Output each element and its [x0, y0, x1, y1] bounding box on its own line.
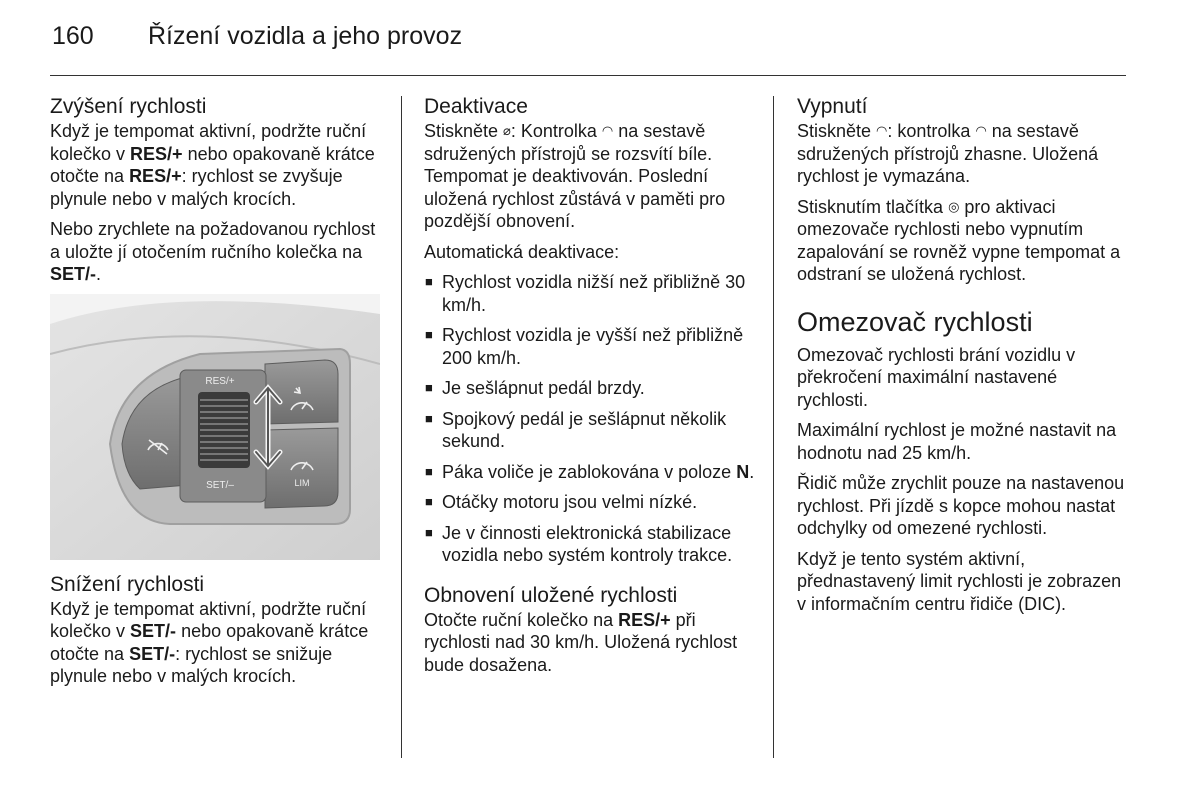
res-plus-label: RES/+ — [205, 375, 235, 387]
section-heading: Vypnutí — [797, 95, 868, 118]
section-heading: Zvýšení rychlosti — [50, 95, 207, 118]
set-minus-label: SET/– — [206, 479, 234, 491]
lim-label: LIM — [294, 477, 310, 488]
list-item: ■ Spojkový pedál je sešlápnut několik sekund. — [425, 408, 727, 451]
cruise-cancel-icon: ⌀ — [503, 123, 511, 138]
cruise-control-icon: ◠ — [601, 123, 614, 138]
paragraph: Když je tempomat aktivní, podržte ruční kolečko v SET/- nebo opakovaně krátce otočte na SET/-: rychlost se snižuje plynule nebo v malých krocích. — [50, 598, 369, 686]
list-item: ■ Otáčky motoru jsou velmi nízké. — [425, 492, 698, 512]
bullet-list — [424, 271, 759, 567]
chapter-title: Řízení vozidla a jeho provoz — [148, 22, 463, 50]
section-heading-large: Omezovač rychlosti — [797, 306, 1033, 337]
header-rule — [50, 75, 1126, 76]
column-divider — [773, 96, 774, 758]
column-3 — [797, 94, 1132, 623]
paragraph: Otočte ruční kolečko na RES/+ při rychlosti nad 30 km/h. Uložená rychlost bude dosažena. — [424, 609, 738, 675]
paragraph: Když je tempomat aktivní, podržte ruční kolečko v RES/+ nebo opakovaně krátce otočte na RES/+: rychlost se zvyšuje plynule nebo v malých krocích. — [50, 121, 375, 209]
cruise-control-icon: ◠ — [975, 123, 987, 138]
list-item: ■ Páka voliče je zablokována v poloze N. — [425, 461, 755, 482]
paragraph: Když je tento systém aktivní, přednastavený limit rychlosti je zobrazen v informačním centru řidiče (DIC). — [797, 548, 1122, 614]
speed-limiter-icon: ◎ — [948, 198, 960, 214]
paragraph: Stiskněte ⌀: Kontrolka ◠ na sestavě sdružených přístrojů se rozsvítí bíle. Tempomat je deaktivován. Poslední uložená rychlost zůstává v paměti pro pozdější obnovení. — [424, 121, 726, 231]
column-1 — [50, 94, 385, 696]
column-2 — [424, 94, 759, 684]
section-heading: Deaktivace — [424, 95, 528, 118]
page-number: 160 — [52, 22, 94, 50]
steering-wheel-controls-illustration — [50, 294, 380, 560]
paragraph: Automatická deaktivace: — [424, 241, 620, 262]
paragraph: Maximální rychlost je možné nastavit na hodnotu nad 25 km/h. — [797, 420, 1117, 463]
list-item: ■ Rychlost vozidla je vyšší než přibližně 200 km/h. — [425, 325, 744, 368]
cruise-control-icon: ◠ — [876, 123, 888, 138]
paragraph: Nebo zrychlete na požadovanou rychlost a uložte jí otočením ručního kolečka na SET/-. — [50, 219, 376, 284]
paragraph: Omezovač rychlosti brání vozidlu v překročení maximální nastavené rychlosti. — [797, 344, 1076, 410]
section-heading: Obnovení uložené rychlosti — [424, 583, 678, 607]
paragraph: Stisknutím tlačítka ◎ pro aktivaci omezovače rychlosti nebo vypnutím zapalování se rovněž vypne tempomat a odstraní se uložená rychlost. — [797, 196, 1121, 284]
column-divider — [401, 96, 402, 758]
list-item: ■ Je sešlápnut pedál brzdy. — [425, 378, 645, 398]
list-item: ■ Je v činnosti elektronická stabilizace vozidla nebo systém kontroly trakce. — [425, 522, 733, 565]
section-heading: Snížení rychlosti — [50, 572, 205, 596]
paragraph: Stiskněte ◠: kontrolka ◠ na sestavě sdružených přístrojů zhasne. Uložená rychlost je vymazána. — [797, 121, 1099, 186]
list-item: ■ Rychlost vozidla nižší než přibližně 30 km/h. — [425, 272, 746, 315]
paragraph: Řidič může zrychlit pouze na nastavenou rychlost. Při jízdě s kopce mohou nastat odchylky od omezené rychlosti. — [797, 473, 1125, 538]
